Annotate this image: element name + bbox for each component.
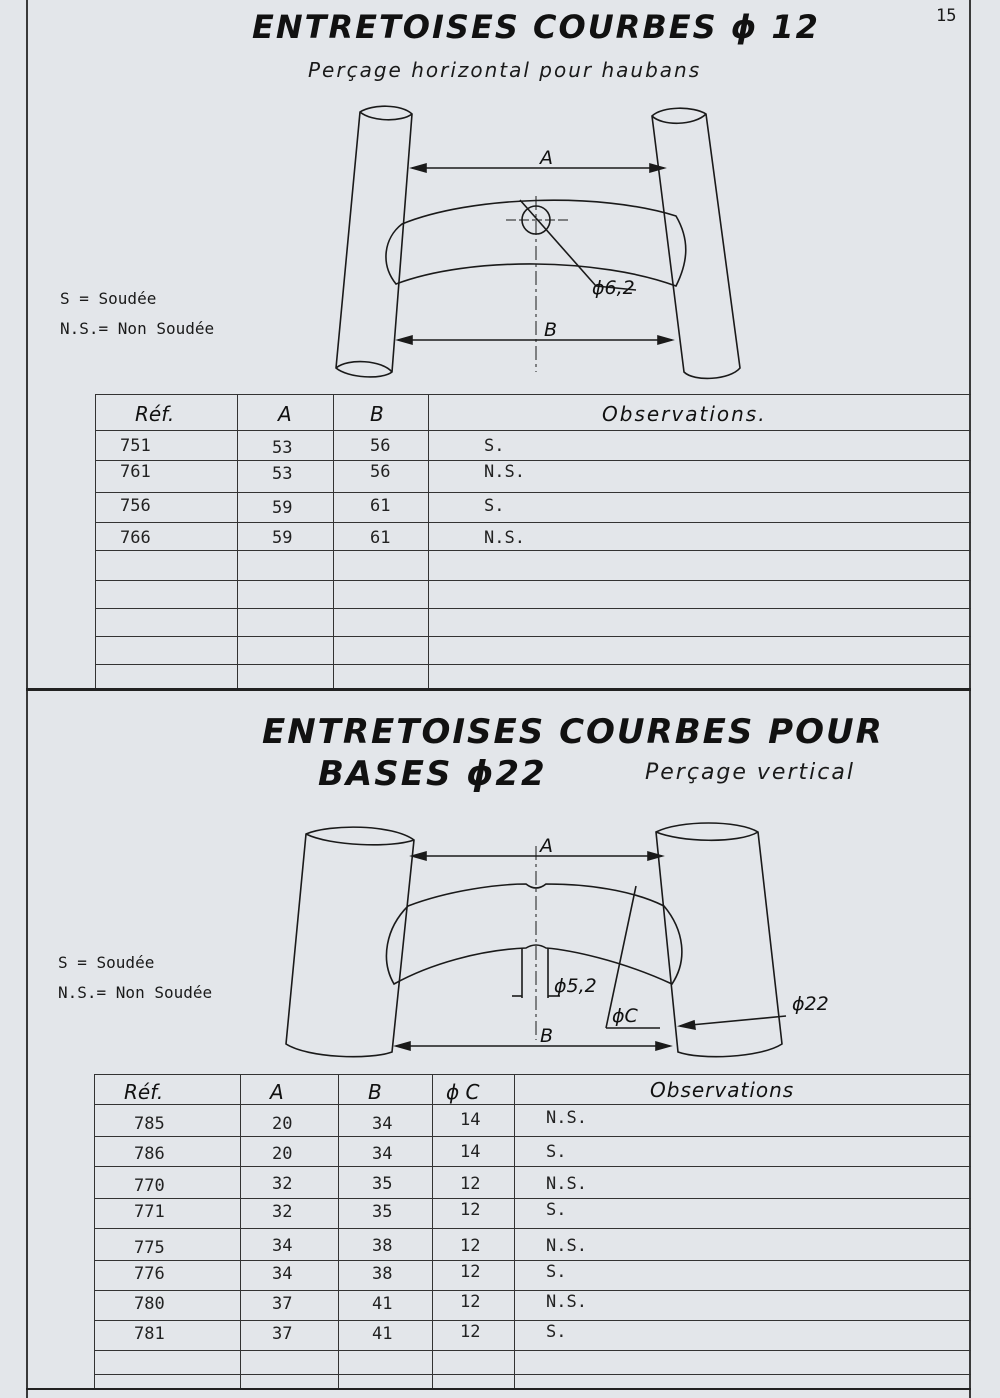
dim-b-label-2: B [540,1025,554,1047]
t2-header-observations: Observations [650,1078,795,1102]
drawing-2 [286,823,786,1057]
t2-header-phi-c: ϕ C [446,1080,480,1104]
dim-b-label-1: B [544,319,558,341]
tube-diameter-label: ϕ22 [792,993,829,1015]
section2-title-line1: ENTRETOISES COURBES POUR [262,712,884,752]
hole-diameter-label-1: ϕ6,2 [592,277,635,299]
t1-header-a: A [278,402,292,426]
dim-a-label-2: A [540,835,553,857]
section2-subtitle: Perçage vertical [645,760,855,785]
legend-soudee: S = Soudée [60,289,157,308]
t1-header-observations: Observations. [602,402,767,426]
page-number: 15 [936,6,957,26]
section2-title-line2: BASES ϕ22 [318,754,547,794]
phi-c-label: ϕC [612,1005,638,1027]
t2-header-ref: Réf. [124,1080,164,1104]
t1-header-ref: Réf. [135,402,175,426]
t2-header-a: A [270,1080,284,1104]
drawing-1 [336,106,740,378]
t2-header-b: B [368,1080,382,1104]
legend-soudee: S = Soudée [58,953,155,972]
dim-a-label-1: A [540,147,553,169]
section1-title: ENTRETOISES COURBES ϕ 12 [252,8,820,46]
t1-header-b: B [370,402,384,426]
curved-spacer-2 [386,884,681,984]
legend-non-soudee: N.S.= Non Soudée [58,983,213,1002]
section1-subtitle: Perçage horizontal pour haubans [308,58,702,82]
left-tube-2 [286,827,414,1057]
left-tube-1 [336,106,412,377]
hole-diameter-label-2: ϕ5,2 [554,975,597,997]
legend-non-soudee: N.S.= Non Soudée [60,319,215,338]
